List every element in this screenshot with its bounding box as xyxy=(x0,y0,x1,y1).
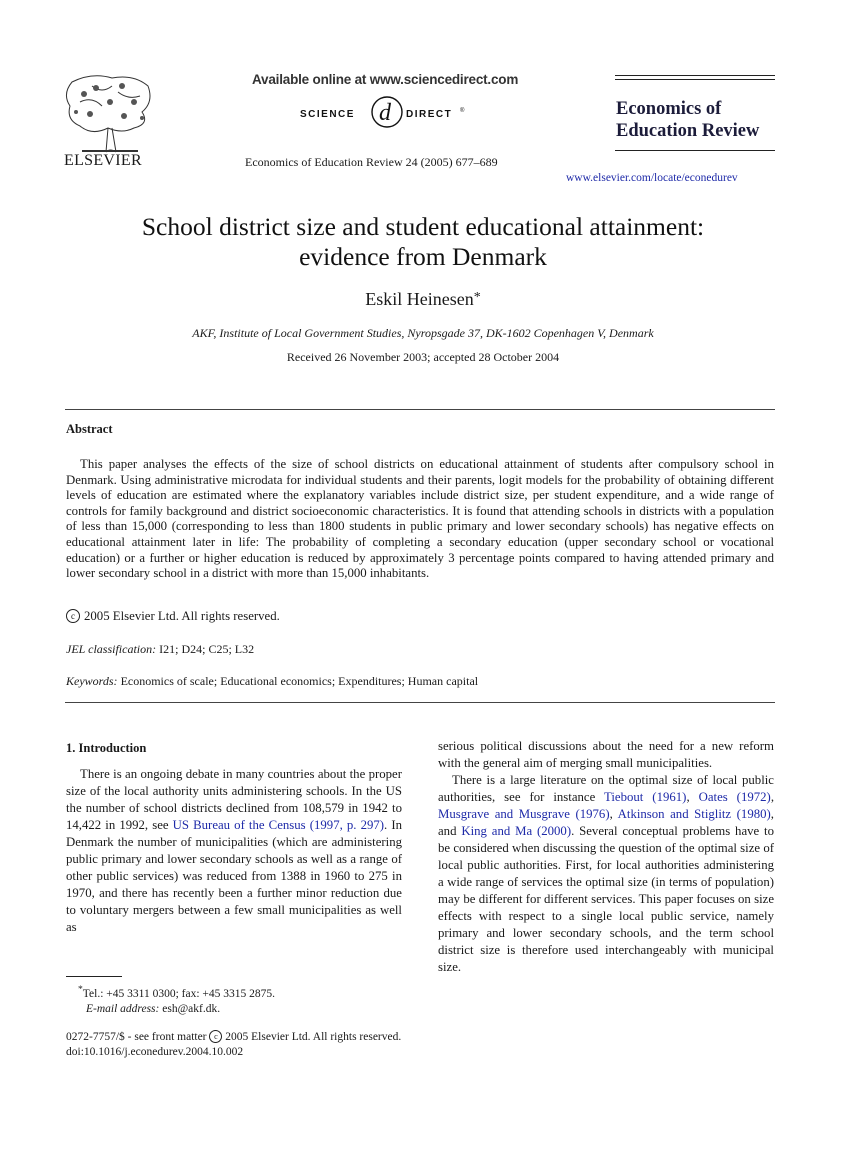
keywords-value: Economics of scale; Educational economics; Expenditures; Human capital xyxy=(117,674,479,688)
article-title xyxy=(0,212,846,272)
svg-text:d: d xyxy=(379,100,391,126)
footnote-mark: * xyxy=(78,984,83,995)
copyright-text: 2005 Elsevier Ltd. All rights reserved. xyxy=(222,1031,402,1043)
separator: , xyxy=(770,790,775,804)
citation-link[interactable]: King and Ma (2000) xyxy=(461,824,572,838)
abstract-copyright xyxy=(66,609,280,624)
received-dates: Received 26 November 2003; accepted 28 October 2004 xyxy=(286,350,560,364)
sd-right-text: DIRECT xyxy=(406,109,453,120)
affiliation: AKF, Institute of Local Government Studies, Nyropsgade 37, DK-1602 Copenhagen V, Denmark xyxy=(192,326,654,340)
journal-citation: Economics of Education Review 24 (2005) 677–689 xyxy=(245,155,498,169)
citation-link[interactable]: US Bureau of the Census (1997, p. 297) xyxy=(172,818,385,832)
publisher-name: ELSEVIER xyxy=(64,152,142,169)
separator: , xyxy=(609,807,618,821)
header-rule xyxy=(615,75,775,76)
author-footnote-mark[interactable]: * xyxy=(473,290,481,305)
paragraph xyxy=(438,772,774,976)
front-matter-line xyxy=(66,1030,401,1045)
keywords-label: Keywords: xyxy=(66,674,118,688)
paragraph xyxy=(66,766,402,936)
journal-name xyxy=(616,98,759,142)
body-right-column xyxy=(438,738,774,976)
keywords xyxy=(66,674,478,689)
copyright-text: 2005 Elsevier Ltd. All rights reserved. xyxy=(84,609,280,623)
sd-registered-mark: ® xyxy=(460,108,465,114)
journal-name-line1: Economics of xyxy=(616,99,722,119)
paragraph: serious political discussions about the need for a new reform with the general aim of merging small municipalities. xyxy=(438,739,774,770)
header-rule-thin xyxy=(615,79,775,80)
citation-link[interactable]: Atkinson and Stiglitz (1980) xyxy=(617,807,771,821)
abstract-heading: Abstract xyxy=(66,422,113,436)
paragraph-text: . Several conceptual problems have to be considered when discussing the question of the optimal size of local public authorities. First, for local authorities administering a wide range of services the optimal size (in terms of population) may be different for different services. This paper focuses on size effects with respect to a single local public service, namely primary and lower secondary schools, and the term school district size is therefore used interchangeably with municipal size. xyxy=(438,824,775,974)
footnote-tel xyxy=(78,982,275,1002)
author-name[interactable]: Eskil Heinesen xyxy=(365,289,474,309)
abstract-text: This paper analyses the effects of the size of school districts on educational attainment of students after compulsory school in Denmark. Using administrative microdata for individual students and their parents, logit models for the probability of obtaining different levels of education are estimated where the explanatory variables include district size, per student expenditure, and a wide range of controls for family background and district socioeconomic characteristics. It is found that attending schools in districts with a population of less than 15,000 (corresponding to less than 1800 students in public primary and lower secondary schools) has negative effects on educational attainment later in life: The probability of completing a secondary education (upper secondary school or vocational education) or a further or higher education is reduced by approximately 3 percentage points compared to having attended primary and lower secondary school in a district with more than 15,000 inhabitants. xyxy=(66,457,774,581)
journal-name-line2: Education Review xyxy=(616,121,760,141)
citation-link[interactable]: Musgrave and Musgrave (1976) xyxy=(438,807,610,821)
article-title-line2: evidence from Denmark xyxy=(299,242,547,271)
abstract-bottom-rule xyxy=(65,702,775,703)
journal-url-link[interactable]: www.elsevier.com/locate/econedurev xyxy=(566,172,738,184)
separator: , and xyxy=(438,807,774,838)
paragraph-text: . In Denmark the number of municipalities (which are administering public primary and lower secondary schools as well as a range of other public services) was reduced from 1388 in 1960 to 275 in 1970, and there has recently been a further minor reduction due to voluntary mergers between a few small municipalities as well as xyxy=(66,818,403,934)
paragraph-text: There is a large literature on the optimal size of local public authorities, see for instance xyxy=(438,773,774,804)
sd-left-text: SCIENCE xyxy=(300,109,355,120)
article-title-line1: School district size and student educational attainment: xyxy=(141,212,705,241)
abstract-top-rule xyxy=(65,409,775,410)
citation-link[interactable]: Tiebout (1961) xyxy=(604,790,687,804)
front-matter-meta xyxy=(66,1030,401,1060)
citation-link[interactable]: Oates (1972) xyxy=(698,790,771,804)
footnote-email xyxy=(78,1002,275,1017)
available-online-text: Available online at www.sciencedirect.com xyxy=(252,72,519,87)
paragraph-text: There is an ongoing debate in many countries about the proper size of the local authority units administering schools. In the US the number of school districts declined from 108,579 in 1942 to 14,422 in 1992, see xyxy=(66,767,402,832)
section-heading: 1. Introduction xyxy=(66,741,147,755)
copyright-icon: c xyxy=(209,1030,222,1043)
journal-name-rule xyxy=(615,150,775,151)
copyright-icon: c xyxy=(66,609,80,623)
jel-classification xyxy=(66,642,254,657)
email-label: E-mail address: xyxy=(86,1002,160,1015)
doi[interactable]: doi:10.1016/j.econedurev.2004.10.002 xyxy=(66,1046,244,1058)
separator: , xyxy=(686,790,699,804)
author-footnote xyxy=(78,982,275,1017)
email-value[interactable]: esh@akf.dk. xyxy=(159,1002,221,1015)
author xyxy=(0,289,846,310)
sciencedirect-logo[interactable] xyxy=(298,92,470,132)
jel-label: JEL classification: xyxy=(66,642,157,656)
jel-value: I21; D24; C25; L32 xyxy=(156,642,255,656)
footnote-tel-text: Tel.: +45 3311 0300; fax: +45 3315 2875. xyxy=(82,987,276,1000)
body-left-column xyxy=(66,740,402,936)
issn-text: 0272-7757/$ - see front matter xyxy=(66,1031,210,1043)
footnote-rule xyxy=(66,976,122,977)
